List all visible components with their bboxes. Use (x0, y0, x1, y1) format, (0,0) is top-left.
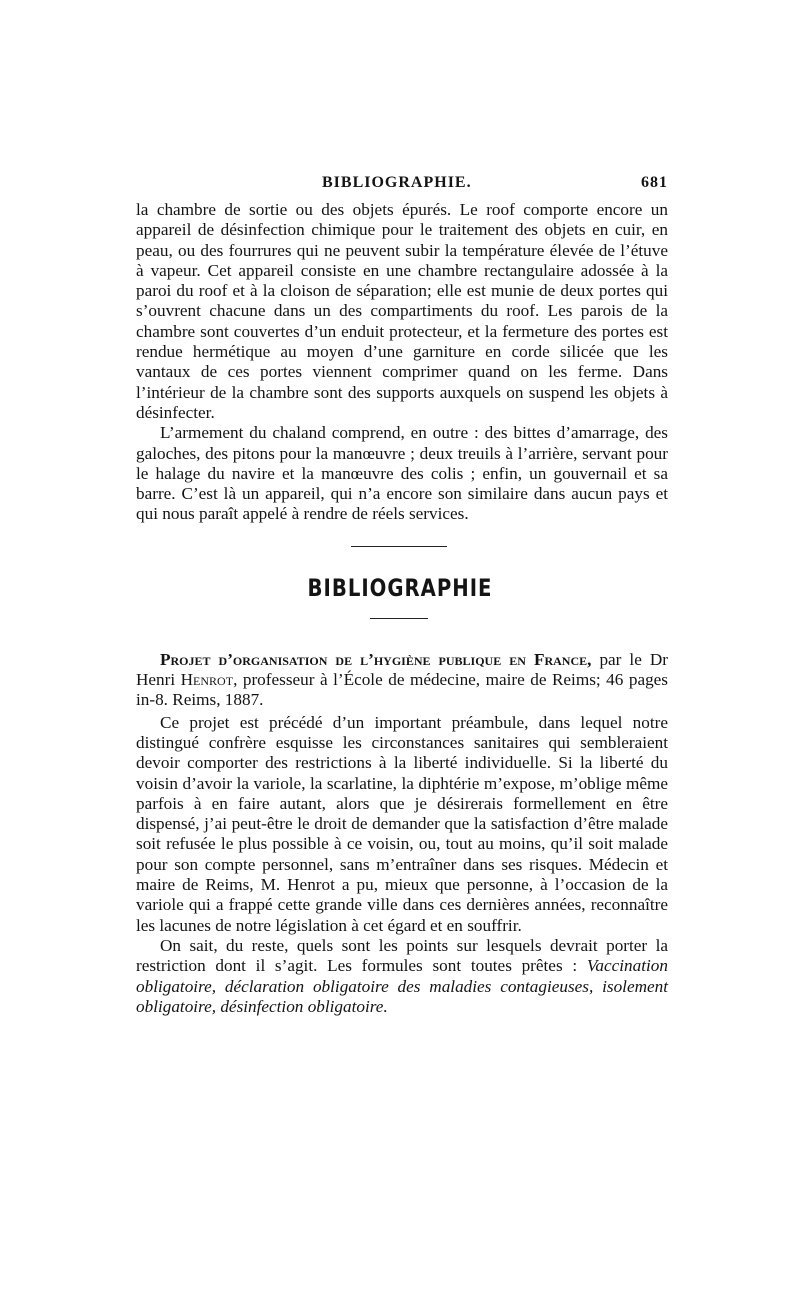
review-paragraph-2-list: Vaccination obligatoire, déclaration obligatoire des maladies contagieuses, isolement obligatoire, désinfection obligatoire. (136, 956, 668, 1016)
entry-author-surname: Henrot (180, 670, 234, 690)
review-paragraph-2-intro: On sait, du reste, quels sont les points sur lesquels devrait porter la restriction dont il s’agit. Les formules sont toutes prêtes : (136, 935, 668, 976)
page-number: 681 (641, 174, 668, 191)
entry-by: par le (591, 649, 650, 669)
entry-book-title: Projet d’organisation de l’hygiène publique en France, (160, 649, 592, 669)
entry-details: , professeur à l’École de médecine, maire de Reims; 46 pages in-8. Reims, 1887. (136, 670, 668, 710)
paragraph-armement: L’armement du chaland comprend, en outre : des bittes d’amarrage, des galoches, des pitons pour la manœuvre ; deux treuils à l’arrière, servant pour le halage du navire et la manœuvre des colis ; enfin, un gouvernail et sa barre. C’est là un appareil, qui n’a encore son similaire dans aucun pays et qui nous paraît appelé à rendre de réels services. (136, 423, 668, 524)
entry-author-prefix: Dr Henri (136, 649, 668, 690)
review-paragraph-2 (136, 936, 668, 1017)
section-title: BIBLIOGRAPHIE (307, 573, 493, 602)
running-head-title: BIBLIOGRAPHIE. (322, 174, 472, 191)
section-divider-top (351, 546, 447, 547)
section-divider-bottom (370, 618, 428, 619)
continued-paragraph: la chambre de sortie ou des objets épurés. Le roof comporte encore un appareil de désinfection chimique pour le traitement des objets en cuir, en peau, ou des fourrures qui ne peuvent subir la température élevée de l’étuve à vapeur. Cet appareil consiste en une chambre rectangulaire adossée à la paroi du roof et à la cloison de séparation; elle est munie de deux portes qui s’ouvrent chacune dans un des compartiments du roof. Les parois de la chambre sont couvertes d’un enduit protecteur, et la fermeture des portes est rendue hermétique au moyen d’une garniture en corde silicée que les vantaux de ces portes viennent comprimer quand on les ferme. Dans l’intérieur de la chambre sont des supports auxquels on suspend les objets à désinfecter. (136, 200, 668, 422)
bibliographic-entry (136, 650, 668, 711)
running-head (136, 170, 668, 200)
review-paragraph-1: Ce projet est précédé d’un important préambule, dans lequel notre distingué confrère esquisse les circonstances sanitaires qui sembleraient devoir comporter des restrictions à la liberté individuelle. Si la liberté du voisin d’avoir la variole, la scarlatine, la diphtérie m’expose, m’oblige même parfois à en faire autant, alors que je désirerais formellement en être dispensé, j’ai peut-être le droit de demander que la satisfaction d’être malade soit refusée le plus possible à ce voisin, ou, tout au moins, qu’il soit malade pour son compte personnel, sans m’entraîner dans ses risques. Médecin et maire de Reims, M. Henrot a pu, mieux que personne, à l’occasion de la variole qui a frappé cette grande ville dans ces dernières années, reconnaître les lacunes de notre législation à cet égard et en souffrir. (136, 712, 668, 935)
book-page (136, 170, 668, 1017)
